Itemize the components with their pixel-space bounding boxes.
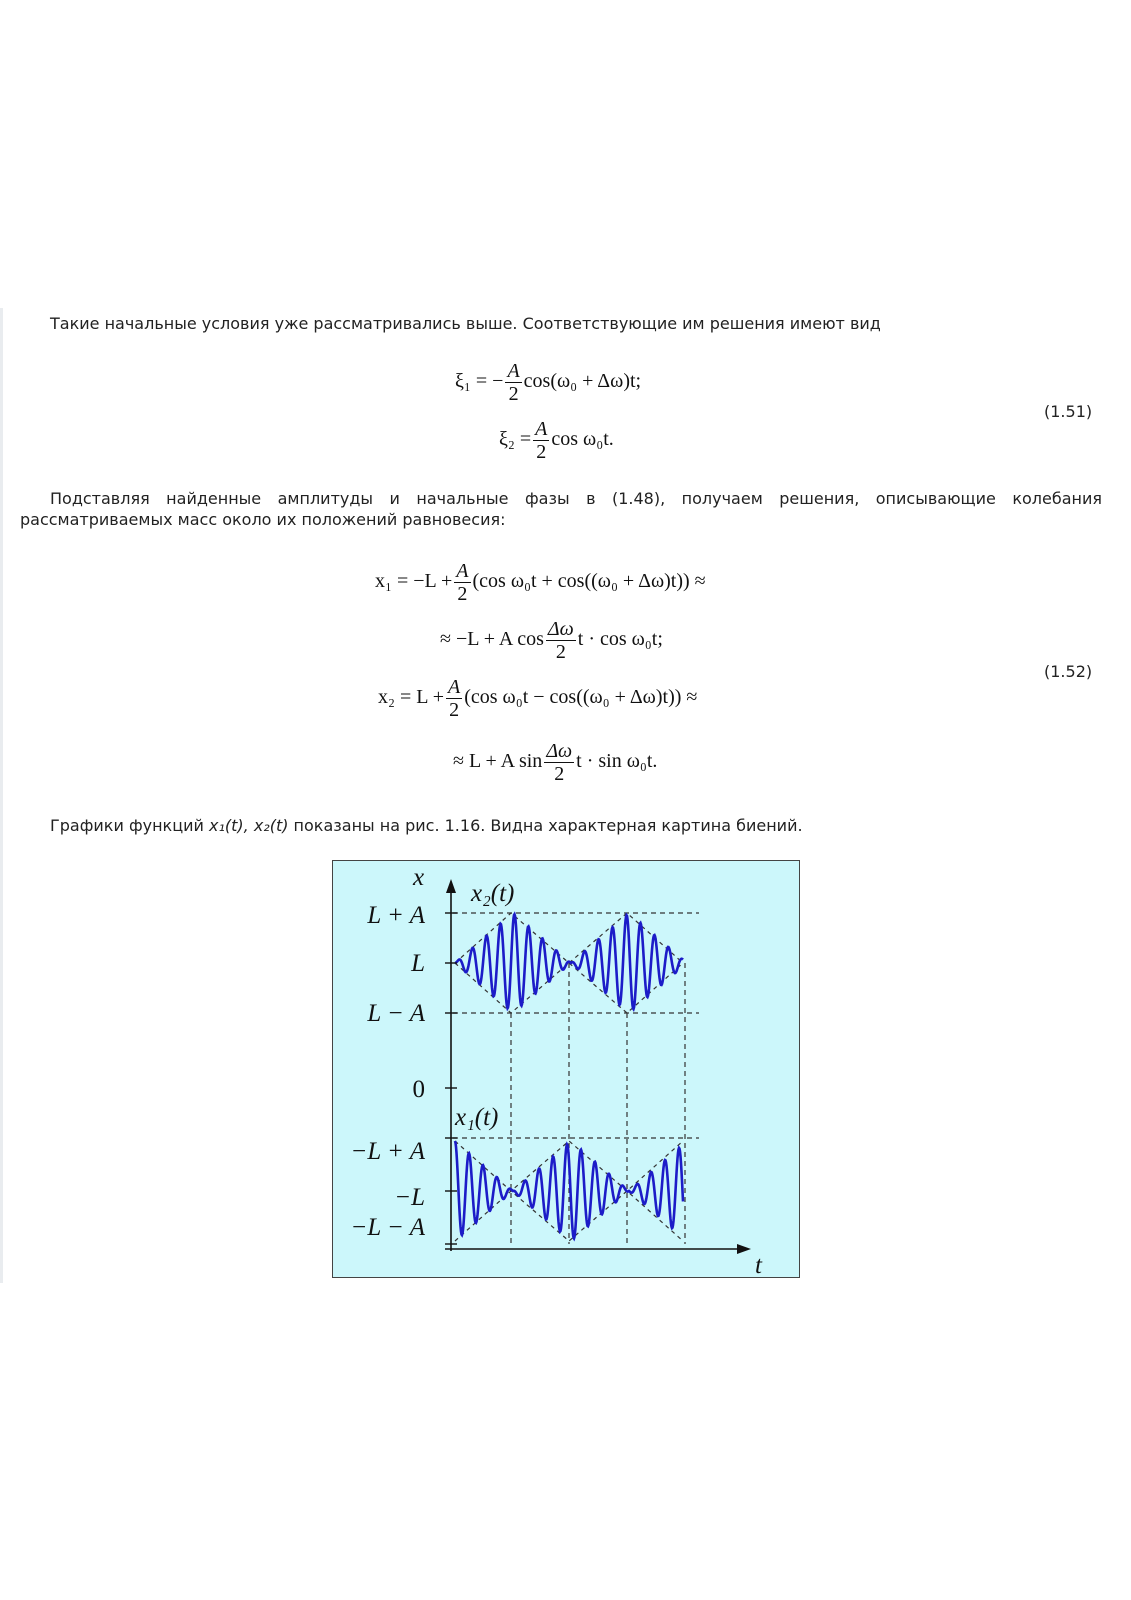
eq151-line1-lhs: ξ₁ = − xyxy=(455,370,504,393)
beats-figure xyxy=(332,860,800,1278)
tick-label-mLpA: −L + A xyxy=(350,1138,425,1165)
eq152-line1-fraction xyxy=(454,560,470,605)
paragraph-graphs-a: Графики функций xyxy=(50,816,209,835)
equation-x1-approx xyxy=(440,618,663,663)
eq152-line4-lhs: ≈ L + A sin xyxy=(453,750,543,773)
eq152-line1-num: A xyxy=(456,560,469,582)
eq152-line2-lhs: ≈ −L + A cos xyxy=(440,628,544,651)
t-axis-arrow xyxy=(737,1244,751,1254)
eq152-line1-rhs: (cos ω₀t + cos((ω₀ + Δω)t)) ≈ xyxy=(472,570,706,593)
equation-xi2 xyxy=(499,418,614,463)
eq151-line2-fraction xyxy=(533,418,549,463)
eq151-line1-den: 2 xyxy=(508,383,519,405)
eq151-line1-num: A xyxy=(507,360,520,382)
curve-x2-label: x₂(t) xyxy=(471,880,515,907)
eq152-line2-rhs: t · cos ω₀t; xyxy=(577,628,663,651)
axis-x-label: x xyxy=(413,864,425,891)
eq152-line2-fraction xyxy=(546,618,576,663)
beats-plot xyxy=(333,861,800,1278)
eq152-line3-den: 2 xyxy=(449,699,460,721)
eq152-line4-num: Δω xyxy=(546,740,573,762)
axis-t-label: t xyxy=(755,1252,762,1279)
eq152-line1-lhs: x₁ = −L + xyxy=(375,570,453,593)
eq152-line1-den: 2 xyxy=(457,583,468,605)
eq151-line2-rhs: cos ω₀t. xyxy=(551,428,614,451)
eq152-line3-fraction xyxy=(446,676,462,721)
paragraph-graphs xyxy=(50,816,803,835)
tick-label-LmA: L − A xyxy=(367,1000,425,1027)
eq152-line4-den: 2 xyxy=(554,763,565,785)
paragraph-substitution-line2: рассматриваемых масс около их положений равновесия: xyxy=(20,510,506,529)
eq151-line1-fraction xyxy=(505,360,521,405)
equation-xi1 xyxy=(455,360,641,405)
equation-x2 xyxy=(378,676,697,721)
eq152-line2-num: Δω xyxy=(547,618,574,640)
x-axis-arrow xyxy=(446,879,456,893)
eq151-line2-lhs: ξ₂ = xyxy=(499,428,532,451)
eq152-line3-rhs: (cos ω₀t − cos((ω₀ + Δω)t)) ≈ xyxy=(464,686,698,709)
eq152-line2-den: 2 xyxy=(555,641,566,663)
tick-label-0: 0 xyxy=(412,1076,425,1103)
eq151-line2-num: A xyxy=(535,418,548,440)
curve-x1-label: x₁(t) xyxy=(455,1104,499,1131)
eq151-line1-rhs: cos(ω₀ + Δω)t; xyxy=(523,370,642,393)
equation-number-151: (1.51) xyxy=(1044,402,1093,421)
tick-label-L: L xyxy=(411,950,425,977)
tick-label-mL: −L xyxy=(394,1184,425,1211)
eq152-line3-lhs: x₂ = L + xyxy=(378,686,445,709)
eq151-line2-den: 2 xyxy=(536,441,547,463)
paragraph-graphs-functions: x₁(t), x₂(t) xyxy=(209,816,289,835)
equation-x2-approx xyxy=(453,740,657,785)
paragraph-substitution xyxy=(50,488,1102,510)
equation-number-152: (1.52) xyxy=(1044,662,1093,681)
eq152-line3-num: A xyxy=(448,676,461,698)
paragraph-graphs-b: показаны на рис. 1.16. Видна характерная картина биений. xyxy=(288,816,803,835)
paragraph-substitution-line1: Подставляя найденные амплитуды и начальные фазы в (1.48), получаем решения, описывающие колебания xyxy=(50,489,1102,508)
eq152-line4-fraction xyxy=(544,740,574,785)
equation-x1 xyxy=(375,560,706,605)
tick-label-mLmA: −L − A xyxy=(350,1214,425,1241)
tick-label-LpA: L + A xyxy=(367,902,425,929)
eq152-line4-rhs: t · sin ω₀t. xyxy=(576,750,658,773)
paragraph-intro: Такие начальные условия уже рассматривались выше. Соответствующие им решения имеют вид xyxy=(50,314,881,333)
